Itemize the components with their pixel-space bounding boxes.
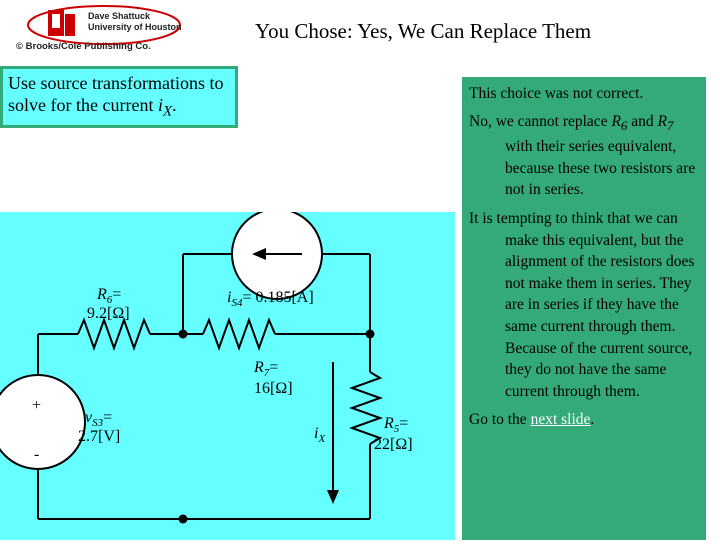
is4-label: $i_{S4}= 0.185[A]$ (227, 289, 314, 309)
vs3-value: 2.7[V] (78, 428, 121, 445)
arrow-down-icon (327, 490, 339, 504)
r7-value: 16[Ω] (254, 380, 293, 397)
r6-label: $R_6=$ (97, 286, 122, 306)
r5-value: 22[Ω] (374, 436, 413, 453)
r5-label: $R_5=$ (384, 415, 409, 435)
node-dot (366, 330, 375, 339)
next-slide-link[interactable]: next slide (530, 411, 591, 429)
r6-value: 9.2[Ω] (87, 305, 130, 322)
node-dot (179, 330, 188, 339)
ix-label: $i_X$ (314, 425, 326, 445)
voltage-source-icon (0, 375, 85, 469)
problem-var-sub: X (162, 103, 173, 120)
current-source-icon (232, 212, 322, 299)
logo-line-2: University of Houston (88, 22, 182, 32)
plus-sign: + (32, 397, 42, 414)
feedback-explanation: No, we cannot replace $R_6$ and $R_7$ with their series equivalent, because these two resistors are not in series. (469, 112, 696, 199)
problem-statement (0, 66, 238, 128)
logo-line-1: Dave Shattuck (88, 11, 151, 21)
logo-line-3: © Brooks/Cole Publishing Co. (16, 41, 151, 52)
feedback-navigation: Go to the next slide. (469, 411, 595, 429)
university-logo (6, 2, 182, 54)
page-title: You Chose: Yes, We Can Replace Them (255, 19, 592, 43)
circuit-schematic (0, 212, 455, 540)
node-dot (179, 515, 188, 524)
circuit-diagram (0, 212, 455, 540)
problem-text: Use source transformations to solve for the current (8, 73, 224, 115)
vs3-label: $v_{S3}=$ (85, 409, 113, 429)
problem-end: . (172, 95, 177, 115)
feedback-verdict: This choice was not correct. (469, 85, 644, 102)
r7-label: $R_7=$ (254, 359, 279, 379)
feedback-panel (462, 77, 706, 540)
feedback-detail: It is tempting to think that we can make this equivalent, but the alignment of the resistors does not make them in series. They are in series if they have the same current through them. Because of the current source, they do not have the same current through them. (469, 210, 695, 400)
problem-var: i (157, 95, 163, 115)
minus-sign: - (34, 446, 40, 463)
